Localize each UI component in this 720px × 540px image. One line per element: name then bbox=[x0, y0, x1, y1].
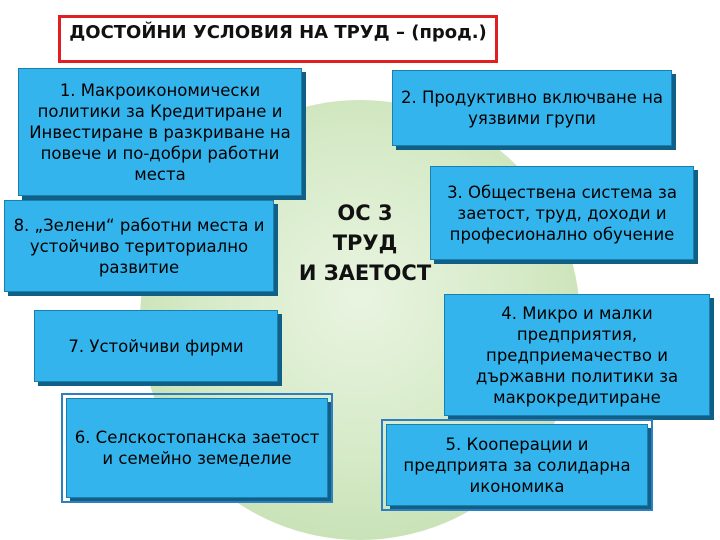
box-3-text: 3. Обществена система за заетост, труд, доходи и професионално обучение bbox=[447, 182, 677, 244]
box-5-cooperatives bbox=[386, 424, 648, 506]
box-8-text: 8. „Зелени“ работни места и устойчиво териториално развитие bbox=[13, 215, 265, 277]
box-8-green-jobs bbox=[4, 200, 274, 292]
box-1-text: 1. Макроикономически политики за Кредитиране и Инвестиране в разкриване на повече и по-добри работни места bbox=[29, 80, 291, 184]
box-7-sustainable-enterprises bbox=[34, 310, 278, 382]
box-2-text: 2. Продуктивно включване на уязвими групи bbox=[400, 88, 664, 128]
box-6-text: 6. Селскостопанска заетост и семейно земеделие bbox=[74, 428, 320, 468]
box-7-text: 7. Устойчиви фирми bbox=[68, 336, 244, 356]
box-1-macroeconomic-policies bbox=[18, 68, 302, 196]
box-3-public-employment-system bbox=[430, 166, 694, 260]
box-2-productive-inclusion bbox=[392, 70, 672, 146]
box-4-micro-small-enterprises bbox=[444, 294, 710, 416]
box-6-agricultural-employment bbox=[66, 398, 328, 498]
center-label-line-2: ТРУД bbox=[332, 231, 398, 255]
box-4-text: 4. Микро и малки предприятия, предприемачество и държавни политики за макрокредитиране bbox=[475, 303, 679, 407]
center-label bbox=[278, 198, 452, 288]
center-label-line-3: И ЗАЕТОСТ bbox=[298, 261, 432, 285]
slide-title: ДОСТОЙНИ УСЛОВИЯ НА ТРУД – (прод.) bbox=[69, 22, 487, 43]
center-label-line-1: ОС 3 bbox=[337, 201, 393, 225]
box-5-text: 5. Кооперации и предприята за солидарна икономика bbox=[403, 434, 631, 496]
